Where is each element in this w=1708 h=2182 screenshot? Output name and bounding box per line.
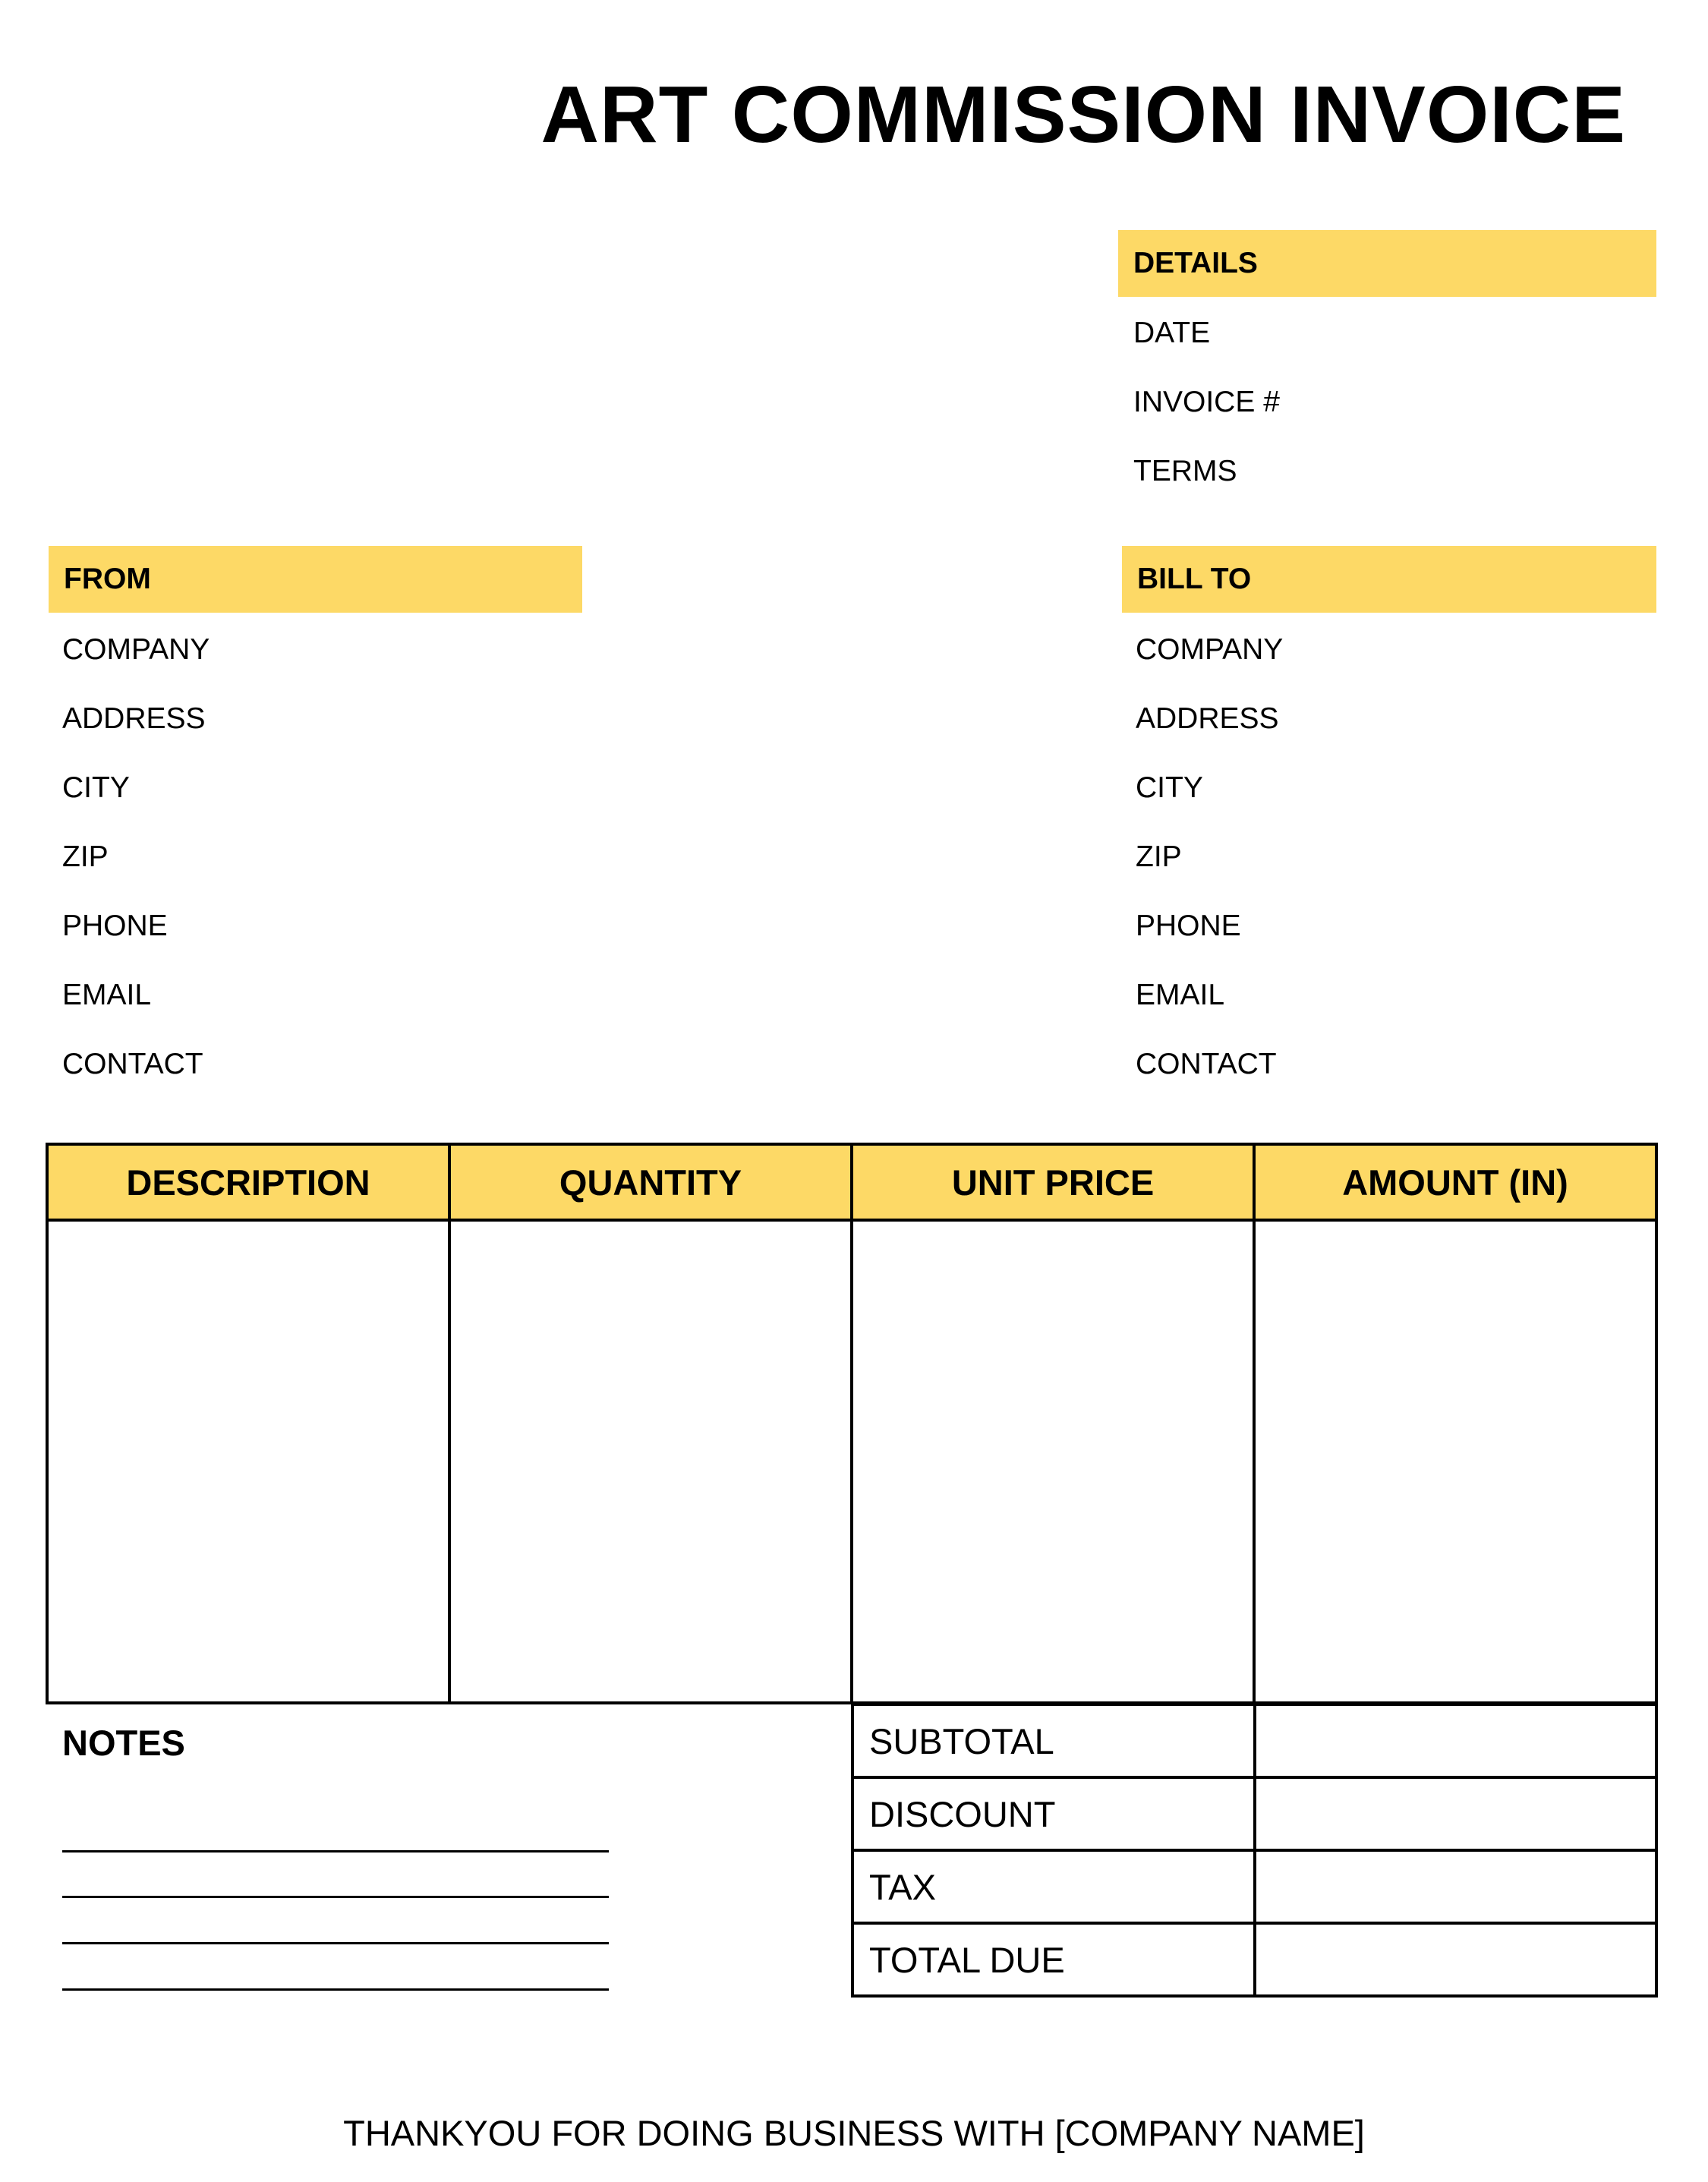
tax-value[interactable]	[1255, 1850, 1657, 1923]
note-line[interactable]	[62, 1896, 609, 1898]
bill-to-field-contact: CONTACT	[1136, 1048, 1277, 1080]
from-header: FROM	[49, 546, 582, 613]
from-field-address: ADDRESS	[62, 702, 206, 735]
bill-to-fields	[1136, 615, 1283, 1099]
footer-thank-you: THANKYOU FOR DOING BUSINESS WITH [COMPANY NAME]	[343, 2113, 1365, 2153]
totals-row-total-due	[852, 1923, 1656, 1996]
from-field-company: COMPANY	[62, 633, 210, 666]
discount-value[interactable]	[1255, 1777, 1657, 1850]
note-line[interactable]	[62, 1988, 609, 1991]
totals-row-discount	[852, 1777, 1656, 1850]
note-line[interactable]	[62, 1942, 609, 1944]
note-line[interactable]	[62, 1850, 609, 1852]
from-field-contact: CONTACT	[62, 1048, 203, 1080]
bill-to-field-email: EMAIL	[1136, 979, 1225, 1011]
details-field-terms: TERMS	[1133, 455, 1237, 487]
from-field-phone: PHONE	[62, 910, 168, 942]
line-items-header-row	[47, 1144, 1656, 1220]
column-header-description: DESCRIPTION	[47, 1144, 449, 1220]
column-header-amount: AMOUNT (IN)	[1254, 1144, 1656, 1220]
details-field-invoice-number: INVOICE #	[1133, 386, 1280, 418]
details-header: DETAILS	[1118, 230, 1656, 297]
quantity-cell[interactable]	[449, 1220, 852, 1703]
from-field-zip: ZIP	[62, 840, 109, 873]
invoice-title: ART COMMISSION INVOICE	[540, 70, 1626, 159]
bill-to-field-address: ADDRESS	[1136, 702, 1279, 735]
amount-cell[interactable]	[1254, 1220, 1656, 1703]
column-header-unit-price: UNIT PRICE	[852, 1144, 1254, 1220]
totals-row-tax	[852, 1850, 1656, 1923]
bill-to-field-zip: ZIP	[1136, 840, 1182, 873]
from-field-city: CITY	[62, 771, 130, 804]
totals-row-subtotal	[852, 1704, 1656, 1777]
bill-to-header: BILL TO	[1122, 546, 1656, 613]
subtotal-label: SUBTOTAL	[852, 1704, 1255, 1777]
bill-to-field-phone: PHONE	[1136, 910, 1241, 942]
details-field-date: DATE	[1133, 317, 1211, 349]
from-fields	[62, 615, 210, 1099]
unit-price-cell[interactable]	[852, 1220, 1254, 1703]
notes-title: NOTES	[62, 1723, 185, 1763]
bill-to-field-company: COMPANY	[1136, 633, 1284, 666]
bill-to-field-city: CITY	[1136, 771, 1203, 804]
total-due-value[interactable]	[1255, 1923, 1657, 1996]
column-header-quantity: QUANTITY	[449, 1144, 852, 1220]
subtotal-value[interactable]	[1255, 1704, 1657, 1777]
details-fields	[1133, 298, 1280, 506]
totals-table	[851, 1703, 1658, 1998]
from-field-email: EMAIL	[62, 979, 152, 1011]
discount-label: DISCOUNT	[852, 1777, 1255, 1850]
total-due-label: TOTAL DUE	[852, 1923, 1255, 1996]
line-items-body-row	[47, 1220, 1656, 1703]
tax-label: TAX	[852, 1850, 1255, 1923]
description-cell[interactable]	[47, 1220, 449, 1703]
line-items-table	[46, 1143, 1658, 1704]
